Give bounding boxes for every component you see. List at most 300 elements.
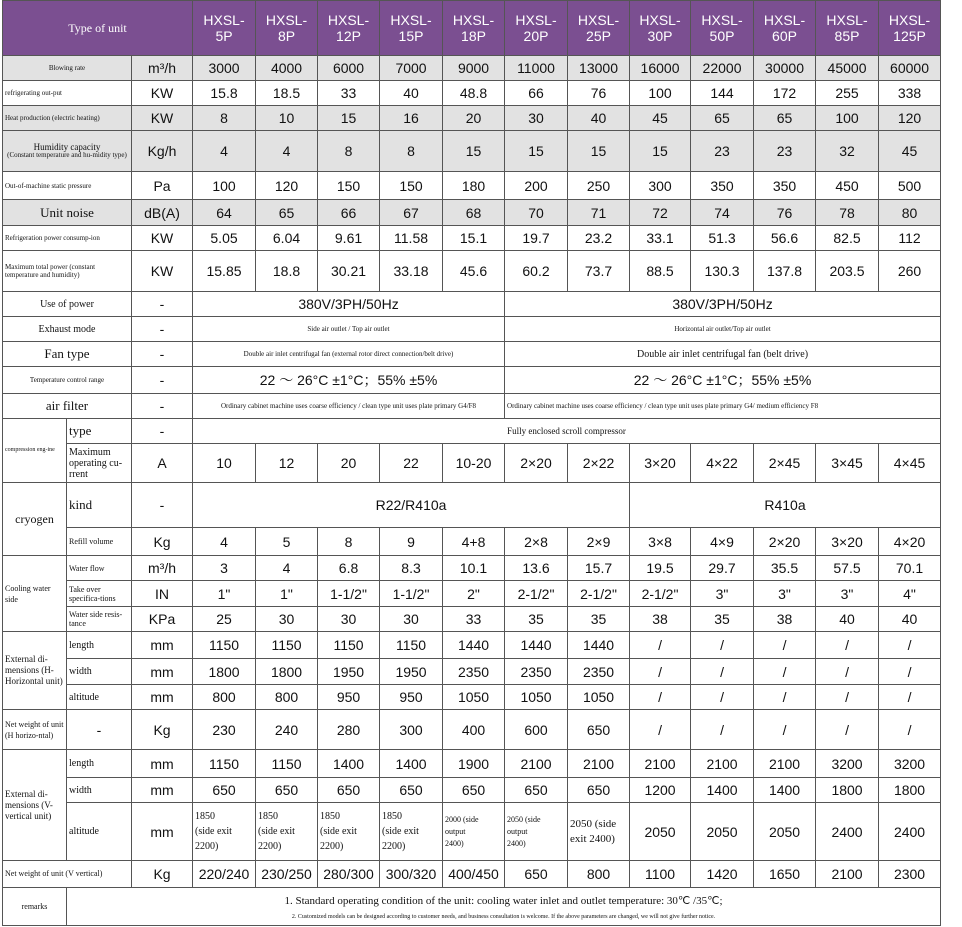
value-cell: 76: [754, 200, 816, 226]
row-pipe-specification: [3, 581, 941, 607]
value-cell: 45.6: [443, 251, 505, 292]
unit-cell: KW: [132, 106, 193, 131]
value-cell: 1850 (side exit 2200): [380, 803, 443, 861]
value-cell: 15: [318, 106, 380, 131]
model-header: HXSL- 30P: [630, 1, 691, 56]
value-cell: 1650: [754, 861, 816, 888]
value-cell: 33.1: [630, 226, 691, 251]
row-label: Exhaust mode: [3, 317, 132, 342]
value-cell: 4+8: [443, 528, 505, 556]
value-cell: 230: [193, 710, 256, 750]
value-cell: 10.1: [443, 556, 505, 581]
group-label-dimensions-horizontal: External di-mensions (H-Horizontal unit): [3, 632, 67, 710]
value-cell: 12: [256, 444, 318, 483]
value-cell: 13000: [568, 56, 630, 81]
row-label: length: [67, 750, 132, 778]
value-cell: 11.58: [380, 226, 443, 251]
row-label: Water flow: [67, 556, 132, 581]
value-cell: 25: [193, 607, 256, 632]
unit-cell: dB(A): [132, 200, 193, 226]
row-label: Maximum operating cu-rrent: [67, 444, 132, 483]
unit-cell: KW: [132, 226, 193, 251]
merged-value-cell: Double air inlet centrifugal fan (belt drive): [505, 342, 941, 367]
value-cell: 4: [193, 528, 256, 556]
unit-cell: A: [132, 444, 193, 483]
value-cell: 1800: [193, 659, 256, 685]
row-net-weight-horizontal: [3, 710, 941, 750]
value-cell: 1850 (side exit 2200): [193, 803, 256, 861]
row-v-length: [3, 750, 941, 778]
value-cell: 18.8: [256, 251, 318, 292]
value-cell: 260: [879, 251, 941, 292]
value-cell: 100: [630, 81, 691, 106]
value-cell: 3": [816, 581, 879, 607]
row-label: Heat production (electric heating): [3, 106, 132, 131]
value-cell: 10: [256, 106, 318, 131]
value-cell: 65: [754, 106, 816, 131]
value-cell: 33: [318, 81, 380, 106]
value-cell: /: [816, 632, 879, 659]
unit-cell: Kg/h: [132, 131, 193, 172]
value-cell: 29.7: [691, 556, 754, 581]
value-cell: 800: [568, 861, 630, 888]
value-cell: 33.18: [380, 251, 443, 292]
row-label: refrigerating out-put: [3, 81, 132, 106]
model-header: HXSL- 5P: [193, 1, 256, 56]
unit-cell: mm: [132, 778, 193, 803]
value-cell: 300: [630, 172, 691, 200]
row-label: Unit noise: [3, 200, 132, 226]
unit-cell: Kg: [132, 528, 193, 556]
value-cell: 82.5: [816, 226, 879, 251]
value-cell: 1800: [256, 659, 318, 685]
model-header: HXSL- 60P: [754, 1, 816, 56]
value-cell: 800: [193, 685, 256, 710]
value-cell: 2-1/2": [505, 581, 568, 607]
value-cell: 4: [193, 131, 256, 172]
value-cell: 2100: [630, 750, 691, 778]
unit-cell: KW: [132, 81, 193, 106]
row-label: kind: [67, 483, 132, 528]
value-cell: 1800: [879, 778, 941, 803]
unit-cell: -: [132, 419, 193, 444]
value-cell: 2050: [754, 803, 816, 861]
value-cell: 1150: [193, 632, 256, 659]
value-cell: 1150: [318, 632, 380, 659]
value-cell: 38: [630, 607, 691, 632]
value-cell: 1-1/2": [380, 581, 443, 607]
header-row: [3, 1, 941, 56]
value-cell: 9.61: [318, 226, 380, 251]
merged-value-cell: Double air inlet centrifugal fan (external rotor direct connection/belt drive): [193, 342, 505, 367]
value-cell: 3×20: [630, 444, 691, 483]
value-cell: 240: [256, 710, 318, 750]
value-cell: 2050: [630, 803, 691, 861]
row-label: altitude: [67, 803, 132, 861]
value-cell: 2-1/2": [568, 581, 630, 607]
value-cell: 250: [568, 172, 630, 200]
value-cell: 88.5: [630, 251, 691, 292]
value-cell: /: [630, 710, 691, 750]
value-cell: 15: [630, 131, 691, 172]
value-cell: 650: [505, 778, 568, 803]
value-cell: 74: [691, 200, 754, 226]
value-cell: 2350: [568, 659, 630, 685]
value-cell: 76: [568, 81, 630, 106]
row-air-flow: [3, 56, 941, 81]
row-label: Temperature control range: [3, 367, 132, 394]
value-cell: 80: [879, 200, 941, 226]
row-compressor-type: [3, 419, 941, 444]
value-cell: 2050: [691, 803, 754, 861]
value-cell: 64: [193, 200, 256, 226]
row-label: Fan type: [3, 342, 132, 367]
value-cell: /: [754, 685, 816, 710]
value-cell: 10-20: [443, 444, 505, 483]
row-heat-production: [3, 106, 941, 131]
value-cell: 70: [505, 200, 568, 226]
row-label: Take over specifica-tions: [67, 581, 132, 607]
value-cell: 22: [380, 444, 443, 483]
model-header: HXSL- 50P: [691, 1, 754, 56]
row-label: Net weight of unit (H horizo-ntal): [3, 710, 67, 750]
value-cell: 2100: [505, 750, 568, 778]
value-cell: 3000: [193, 56, 256, 81]
value-cell: 137.8: [754, 251, 816, 292]
value-cell: 950: [380, 685, 443, 710]
value-cell: 4: [256, 131, 318, 172]
value-cell: 4×45: [879, 444, 941, 483]
model-header: HXSL- 25P: [568, 1, 630, 56]
row-temperature-range: [3, 367, 941, 394]
value-cell: 2100: [568, 750, 630, 778]
value-cell: 8: [318, 528, 380, 556]
value-cell: 130.3: [691, 251, 754, 292]
row-refill-volume: [3, 528, 941, 556]
value-cell: 600: [505, 710, 568, 750]
value-cell: /: [754, 659, 816, 685]
unit-cell: Kg: [132, 710, 193, 750]
value-cell: 650: [505, 861, 568, 888]
value-cell: 48.8: [443, 81, 505, 106]
value-cell: 66: [318, 200, 380, 226]
row-unit-noise: [3, 200, 941, 226]
row-label: type: [67, 419, 132, 444]
value-cell: 16: [380, 106, 443, 131]
value-cell: 10: [193, 444, 256, 483]
value-cell: 1950: [318, 659, 380, 685]
model-header: HXSL- 20P: [505, 1, 568, 56]
value-cell: 203.5: [816, 251, 879, 292]
value-cell: 2100: [816, 861, 879, 888]
value-cell: 20: [318, 444, 380, 483]
unit-cell: mm: [132, 659, 193, 685]
value-cell: 2×20: [505, 444, 568, 483]
value-cell: 32: [816, 131, 879, 172]
value-cell: 144: [691, 81, 754, 106]
unit-cell: m³/h: [132, 556, 193, 581]
value-cell: 280/300: [318, 861, 380, 888]
value-cell: 6.8: [318, 556, 380, 581]
row-label: Net weight of unit (V vertical): [3, 861, 132, 888]
separator-cell: -: [67, 710, 132, 750]
group-label-cryogen: cryogen: [3, 483, 67, 556]
value-cell: 45000: [816, 56, 879, 81]
value-cell: 30: [256, 607, 318, 632]
merged-value-cell: R410a: [630, 483, 941, 528]
value-cell: 1400: [318, 750, 380, 778]
value-cell: 18.5: [256, 81, 318, 106]
remarks-content: [67, 888, 941, 926]
value-cell: 2×8: [505, 528, 568, 556]
value-cell: 73.7: [568, 251, 630, 292]
value-cell: 400/450: [443, 861, 505, 888]
value-cell: 4×20: [879, 528, 941, 556]
value-cell: 56.6: [754, 226, 816, 251]
value-cell: 3×8: [630, 528, 691, 556]
value-cell: 500: [879, 172, 941, 200]
value-cell: 150: [318, 172, 380, 200]
group-label-compressor: compression eng-ine: [3, 419, 67, 483]
model-header: HXSL- 15P: [380, 1, 443, 56]
value-cell: 3×20: [816, 528, 879, 556]
value-cell: 6.04: [256, 226, 318, 251]
value-cell: 16000: [630, 56, 691, 81]
row-label: Refill volume: [67, 528, 132, 556]
value-cell: 15: [443, 131, 505, 172]
value-cell: 9000: [443, 56, 505, 81]
row-h-length: [3, 632, 941, 659]
value-cell: 71: [568, 200, 630, 226]
value-cell: 35: [691, 607, 754, 632]
value-cell: 1150: [256, 750, 318, 778]
unit-cell: mm: [132, 685, 193, 710]
value-cell: 2000 (side output 2400): [443, 803, 505, 861]
remark-line-2: 2. Customized models can be designed according to customer needs, and business consultation is welcome. If the above parameters are changed, we will not give further notice.: [291, 913, 716, 920]
value-cell: 72: [630, 200, 691, 226]
value-cell: 67: [380, 200, 443, 226]
value-cell: 35: [505, 607, 568, 632]
value-cell: 3": [691, 581, 754, 607]
value-cell: 2×20: [754, 528, 816, 556]
value-cell: 2-1/2": [630, 581, 691, 607]
value-cell: 1900: [443, 750, 505, 778]
value-cell: 2100: [691, 750, 754, 778]
value-cell: 338: [879, 81, 941, 106]
remark-line-1: 1. Standard operating condition of the unit: cooling water inlet and outlet temperature: 30℃ /35℃;: [284, 894, 723, 907]
value-cell: 650: [568, 778, 630, 803]
value-cell: 1150: [380, 632, 443, 659]
row-fan-type: [3, 342, 941, 367]
row-max-power: [3, 251, 941, 292]
value-cell: 8: [193, 106, 256, 131]
value-cell: 150: [380, 172, 443, 200]
value-cell: 15: [568, 131, 630, 172]
merged-value-cell: R22/R410a: [193, 483, 630, 528]
value-cell: 30000: [754, 56, 816, 81]
value-cell: 30: [318, 607, 380, 632]
value-cell: 15.85: [193, 251, 256, 292]
unit-cell: m³/h: [132, 56, 193, 81]
value-cell: 300/320: [380, 861, 443, 888]
value-cell: /: [691, 685, 754, 710]
unit-cell: -: [132, 483, 193, 528]
row-label: Refrigeration power consump-ion: [3, 226, 132, 251]
value-cell: 180: [443, 172, 505, 200]
value-cell: 650: [256, 778, 318, 803]
value-cell: 1150: [256, 632, 318, 659]
unit-cell: Pa: [132, 172, 193, 200]
value-cell: 45: [630, 106, 691, 131]
type-of-unit-header: Type of unit: [3, 1, 193, 56]
value-cell: 650: [568, 710, 630, 750]
row-label: altitude: [67, 685, 132, 710]
value-cell: 23: [754, 131, 816, 172]
row-remarks: [3, 888, 941, 926]
value-cell: 1": [193, 581, 256, 607]
value-cell: 3×45: [816, 444, 879, 483]
value-cell: 15: [505, 131, 568, 172]
row-compressor-current: [3, 444, 941, 483]
value-cell: 1": [256, 581, 318, 607]
value-cell: /: [816, 685, 879, 710]
value-cell: 35: [568, 607, 630, 632]
value-cell: 40: [879, 607, 941, 632]
value-cell: 950: [318, 685, 380, 710]
value-cell: 4×9: [691, 528, 754, 556]
value-cell: 70.1: [879, 556, 941, 581]
row-v-width: [3, 778, 941, 803]
value-cell: 100: [193, 172, 256, 200]
row-label: air filter: [3, 394, 132, 419]
row-label: Out-of-machine static pressure: [3, 172, 132, 200]
value-cell: 66: [505, 81, 568, 106]
value-cell: 650: [193, 778, 256, 803]
value-cell: 35.5: [754, 556, 816, 581]
value-cell: 650: [318, 778, 380, 803]
unit-cell: KW: [132, 251, 193, 292]
unit-cell: mm: [132, 750, 193, 778]
value-cell: 300: [380, 710, 443, 750]
value-cell: 2350: [443, 659, 505, 685]
value-cell: 1420: [691, 861, 754, 888]
row-air-filter: [3, 394, 941, 419]
value-cell: 51.3: [691, 226, 754, 251]
row-cryogen-kind: [3, 483, 941, 528]
model-header: HXSL- 125P: [879, 1, 941, 56]
value-cell: 1400: [754, 778, 816, 803]
unit-cell: -: [132, 394, 193, 419]
row-label: Blowing rate: [3, 56, 132, 81]
value-cell: 800: [256, 685, 318, 710]
merged-value-cell: 380V/3PH/50Hz: [505, 292, 941, 317]
value-cell: 4000: [256, 56, 318, 81]
merged-value-cell: 380V/3PH/50Hz: [193, 292, 505, 317]
value-cell: 19.5: [630, 556, 691, 581]
value-cell: 1850 (side exit 2200): [318, 803, 380, 861]
value-cell: 200: [505, 172, 568, 200]
value-cell: 40: [568, 106, 630, 131]
value-cell: 8: [380, 131, 443, 172]
unit-cell: KPa: [132, 607, 193, 632]
value-cell: 1950: [380, 659, 443, 685]
row-use-of-power: [3, 292, 941, 317]
value-cell: /: [691, 710, 754, 750]
merged-value-cell: Ordinary cabinet machine uses coarse efficiency / clean type unit uses plate primary G4/ medium efficiency F8: [505, 394, 941, 419]
model-header: HXSL- 18P: [443, 1, 505, 56]
value-cell: 1440: [443, 632, 505, 659]
value-cell: 2100: [754, 750, 816, 778]
value-cell: /: [879, 685, 941, 710]
row-label: length: [67, 632, 132, 659]
merged-value-cell: 22 ～ 26°C ±1°C；55% ±5%: [193, 367, 505, 394]
row-label: Maximum total power (constant temperature and humidity): [3, 251, 132, 292]
value-cell: 350: [754, 172, 816, 200]
value-cell: 2050 (side exit 2400): [568, 803, 630, 861]
value-cell: 1050: [443, 685, 505, 710]
value-cell: 4×22: [691, 444, 754, 483]
value-cell: 1150: [193, 750, 256, 778]
value-cell: 2×22: [568, 444, 630, 483]
spec-table: [2, 0, 941, 926]
value-cell: 172: [754, 81, 816, 106]
merged-value-cell: Ordinary cabinet machine uses coarse efficiency / clean type unit uses plate primary G4/F8: [193, 394, 505, 419]
row-label: Water side resis-tance: [67, 607, 132, 632]
remarks-label: remarks: [3, 888, 67, 926]
merged-value-cell: Fully enclosed scroll compressor: [193, 419, 941, 444]
row-cooling-capacity: [3, 81, 941, 106]
group-label-dimensions-vertical: External di-mensions (V-vertical unit): [3, 750, 67, 861]
value-cell: 2": [443, 581, 505, 607]
value-cell: 120: [879, 106, 941, 131]
row-humidity-capacity: [3, 131, 941, 172]
value-cell: 350: [691, 172, 754, 200]
value-cell: 45: [879, 131, 941, 172]
value-cell: /: [816, 659, 879, 685]
value-cell: 1800: [816, 778, 879, 803]
value-cell: /: [691, 659, 754, 685]
value-cell: 65: [256, 200, 318, 226]
row-label: width: [67, 778, 132, 803]
value-cell: 650: [380, 778, 443, 803]
row-label: Humidity capacity (Constant temperature and hu-midity type): [3, 131, 132, 172]
value-cell: 23.2: [568, 226, 630, 251]
value-cell: 1100: [630, 861, 691, 888]
value-cell: 60.2: [505, 251, 568, 292]
value-cell: 57.5: [816, 556, 879, 581]
value-cell: 112: [879, 226, 941, 251]
merged-value-cell: 22 ～ 26°C ±1°C；55% ±5%: [505, 367, 941, 394]
model-header: HXSL- 12P: [318, 1, 380, 56]
value-cell: 6000: [318, 56, 380, 81]
value-cell: 100: [816, 106, 879, 131]
value-cell: 1050: [568, 685, 630, 710]
value-cell: 4: [256, 556, 318, 581]
value-cell: 40: [380, 81, 443, 106]
value-cell: 20: [443, 106, 505, 131]
row-static-pressure: [3, 172, 941, 200]
value-cell: 1400: [380, 750, 443, 778]
row-h-altitude: [3, 685, 941, 710]
value-cell: 1400: [691, 778, 754, 803]
value-cell: 255: [816, 81, 879, 106]
row-water-flow: [3, 556, 941, 581]
value-cell: 2350: [505, 659, 568, 685]
unit-cell: -: [132, 317, 193, 342]
value-cell: 2×9: [568, 528, 630, 556]
row-exhaust-mode: [3, 317, 941, 342]
value-cell: 8.3: [380, 556, 443, 581]
